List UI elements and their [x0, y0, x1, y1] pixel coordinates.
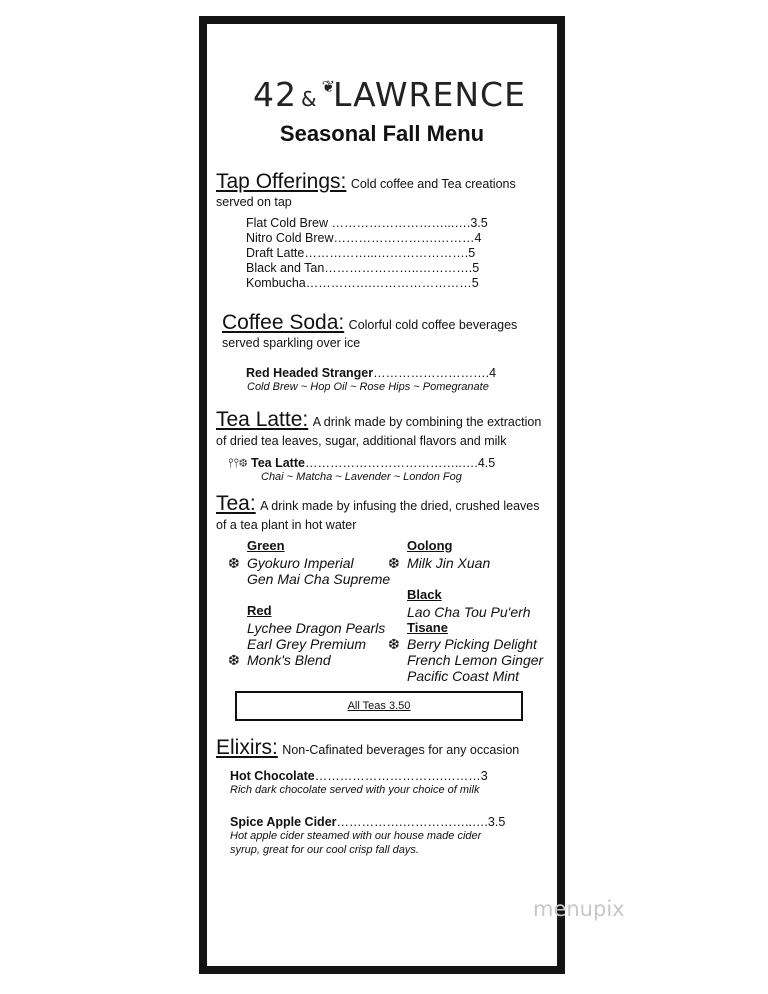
item-description-cont: syrup, great for our cool crisp fall days. [230, 844, 419, 856]
tea-item: Milk Jin Xuan [407, 555, 491, 571]
elixirs-heading: Elixirs: [216, 736, 278, 759]
all-teas-price-box: All Teas 3.50 [235, 691, 523, 721]
item-description: Hot apple cider steamed with our house made cider [230, 830, 482, 842]
snowflake-icon: ❆ [388, 555, 400, 571]
item-description: Chai ~ Matcha ~ Lavender ~ London Fog [261, 471, 462, 483]
brand-name: LAWRENCE [333, 75, 526, 114]
snowflake-icon: ❆ [228, 555, 240, 571]
soda-description-cont: served sparkling over ice [222, 336, 361, 350]
menu-item-flat-cold-brew: Flat Cold Brew ………………………...….3.5 [246, 216, 488, 230]
tea-item: Pacific Coast Mint [407, 668, 520, 684]
brand-ampersand: & [301, 87, 318, 111]
tea-category-red: Red [247, 603, 272, 618]
item-name: Spice Apple Cider [230, 815, 337, 829]
tap-description: Cold coffee and Tea creations [350, 177, 516, 191]
tea-description: A drink made by infusing the dried, crushed leaves [260, 499, 540, 513]
tap-description-cont: served on tap [216, 195, 292, 209]
tea-item: Gen Mai Cha Supreme [247, 571, 391, 587]
menu-item-hot-chocolate [230, 769, 488, 783]
page-title: Seasonal Fall Menu [279, 121, 485, 146]
tea-description-cont: of a tea plant in hot water [216, 518, 357, 532]
tea-latte-icons: ⫯⫯❆ [228, 456, 248, 470]
tap-heading: Tap Offerings: [216, 170, 347, 193]
latte-section-header [216, 408, 541, 432]
menu-item-spice-apple-cider [230, 815, 505, 829]
item-description: Rich dark chocolate served with your choice of milk [230, 784, 480, 796]
tea-category-oolong: Oolong [407, 538, 453, 553]
item-name: Hot Chocolate [230, 769, 315, 783]
soda-description: Colorful cold coffee beverages [348, 318, 518, 332]
tap-section-header [216, 170, 516, 194]
tea-category-black: Black [407, 587, 442, 602]
item-description: Cold Brew ~ Hop Oil ~ Rose Hips ~ Pomegranate [247, 381, 489, 393]
bird-icon: ❦ [321, 77, 337, 96]
menu-item-draft-latte: Draft Latte……………...………………….5 [246, 246, 476, 260]
latte-description-cont: of dried tea leaves, sugar, additional flavors and milk [216, 434, 507, 448]
tea-item: Earl Grey Premium [247, 636, 367, 652]
item-price: ………………………….………3 [314, 769, 488, 783]
latte-description: A drink made by combining the extraction [312, 415, 542, 429]
menu-item-red-headed-stranger [246, 366, 496, 380]
tea-item: Lao Cha Tou Pu'erh [407, 604, 531, 620]
menu-item-nitro-cold-brew: Nitro Cold Brew…………………….………4 [246, 231, 482, 245]
menu-item-kombucha: Kombucha…………….……………………5 [246, 276, 479, 290]
snowflake-icon: ❆ [388, 636, 400, 652]
item-name: Red Headed Stranger [246, 366, 374, 380]
item-price: ……………………….4 [373, 366, 497, 380]
tea-heading: Tea: [216, 492, 256, 515]
tea-category-tisane: Tisane [407, 620, 448, 635]
soda-heading: Coffee Soda: [222, 311, 345, 334]
tea-item: Berry Picking Delight [407, 636, 537, 652]
watermark: menupix [533, 897, 625, 921]
elixirs-section-header [216, 736, 519, 760]
menu-item-tea-latte [228, 456, 495, 471]
tea-section-header [216, 492, 539, 516]
soda-section-header [222, 311, 517, 335]
brand-number: 42 [253, 75, 297, 114]
tea-item: Monk's Blend [247, 652, 331, 668]
snowflake-icon: ❆ [228, 652, 240, 668]
latte-heading: Tea Latte: [216, 408, 309, 431]
menu-page [201, 18, 563, 972]
item-name: Tea Latte [250, 456, 305, 470]
item-price: ………………………………..….4.5 [304, 456, 496, 470]
tea-category-green: Green [247, 538, 285, 553]
tea-item: French Lemon Ginger [407, 652, 544, 668]
brand-logo [253, 75, 526, 114]
tea-item: Gyokuro Imperial [247, 555, 354, 571]
tea-item: Lychee Dragon Pearls [247, 620, 386, 636]
item-price: …………….……………..….3.5 [336, 815, 506, 829]
elixirs-description: Non-Cafinated beverages for any occasion [282, 743, 520, 757]
menu-item-black-and-tan: Black and Tan…………………..………….5 [246, 261, 480, 275]
